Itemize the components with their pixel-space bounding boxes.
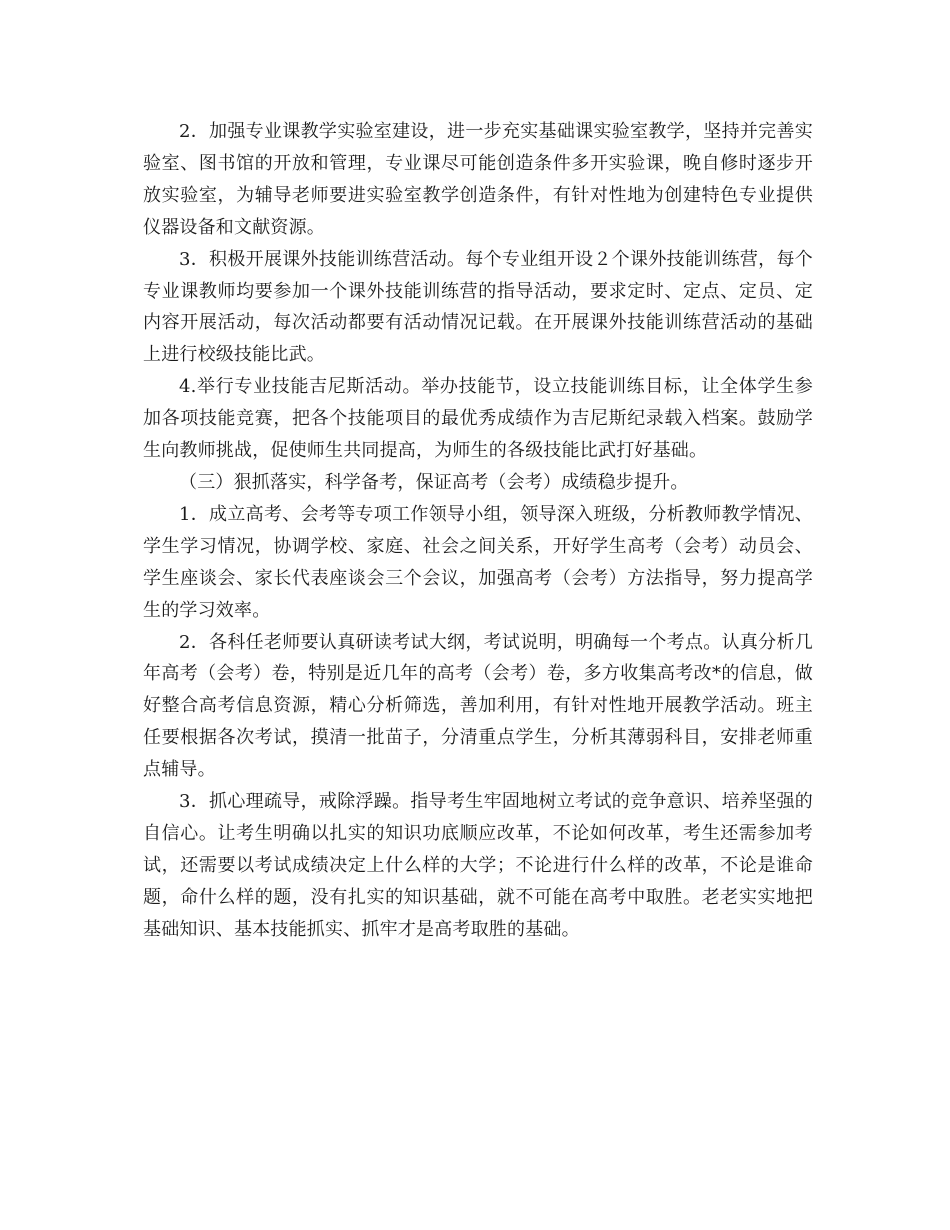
paragraph-leadership-group: 1．成立高考、会考等专项工作领导小组，领导深入班级，分析教师教学情况、学生学习情况，协调学校、家庭、社会之间关系，开好学生高考（会考）动员会、学生座谈会、家长代表座谈会三个会议，加强高考（会考）方法指导，努力提高学生的学习效率。 [143, 503, 813, 621]
paragraph-exam-outline-study: 2．各科任老师要认真研读考试大纲，考试说明，明确每一个考点。认真分析几年高考（会考）卷，特别是近几年的高考（会考）卷，多方收集高考改*的信息，做好整合高考信息资源，精心分析筛选，善加利用，有针对性地开展教学活动。班主任要根据各次考试，摸清一批苗子，分清重点学生，分析其薄弱科目，安排老师重点辅导。 [143, 631, 813, 781]
document-body [143, 116, 813, 946]
paragraph-psychological-guidance: 3．抓心理疏导，戒除浮躁。指导考生牢固地树立考试的竞争意识、培养坚强的自信心。让考生明确以扎实的知识功底顺应改革，不论如何改革，考生还需参加考试，还需要以考试成绩决定上什么样的大学；不论进行什么样的改革，不论是谁命题，命什么样的题，没有扎实的知识基础，就不可能在高考中取胜。老老实实地把基础知识、基本技能抓实、抓牢才是高考取胜的基础。 [143, 791, 813, 940]
paragraph-skill-training-camp: 3．积极开展课外技能训练营活动。每个专业组开设２个课外技能训练营，每个专业课教师均要参加一个课外技能训练营的指导活动，要求定时、定点、定员、定内容开展活动，每次活动都要有活动情况记载。在开展课外技能训练营活动的基础上进行校级技能比武。 [143, 248, 813, 366]
paragraph-skill-guinness: 4.举行专业技能吉尼斯活动。举办技能节，设立技能训练目标，让全体学生参加各项技能竞赛，把各个技能项目的最优秀成绩作为吉尼斯纪录载入档案。鼓励学生向教师挑战，促使师生共同提高，为师生的各级技能比武打好基础。 [143, 376, 813, 462]
paragraph-lab-construction: 2．加强专业课教学实验室建设，进一步充实基础课实验室教学，坚持并完善实验室、图书馆的开放和管理，专业课尽可能创造条件多开实验课，晚自修时逐步开放实验室，为辅导老师要进实验室教学创造条件，有针对性地为创建特色专业提供仪器设备和文献资源。 [143, 121, 813, 238]
section-heading-exam-prep: （三）狠抓落实，科学备考，保证高考（会考）成绩稳步提升。 [179, 471, 689, 493]
